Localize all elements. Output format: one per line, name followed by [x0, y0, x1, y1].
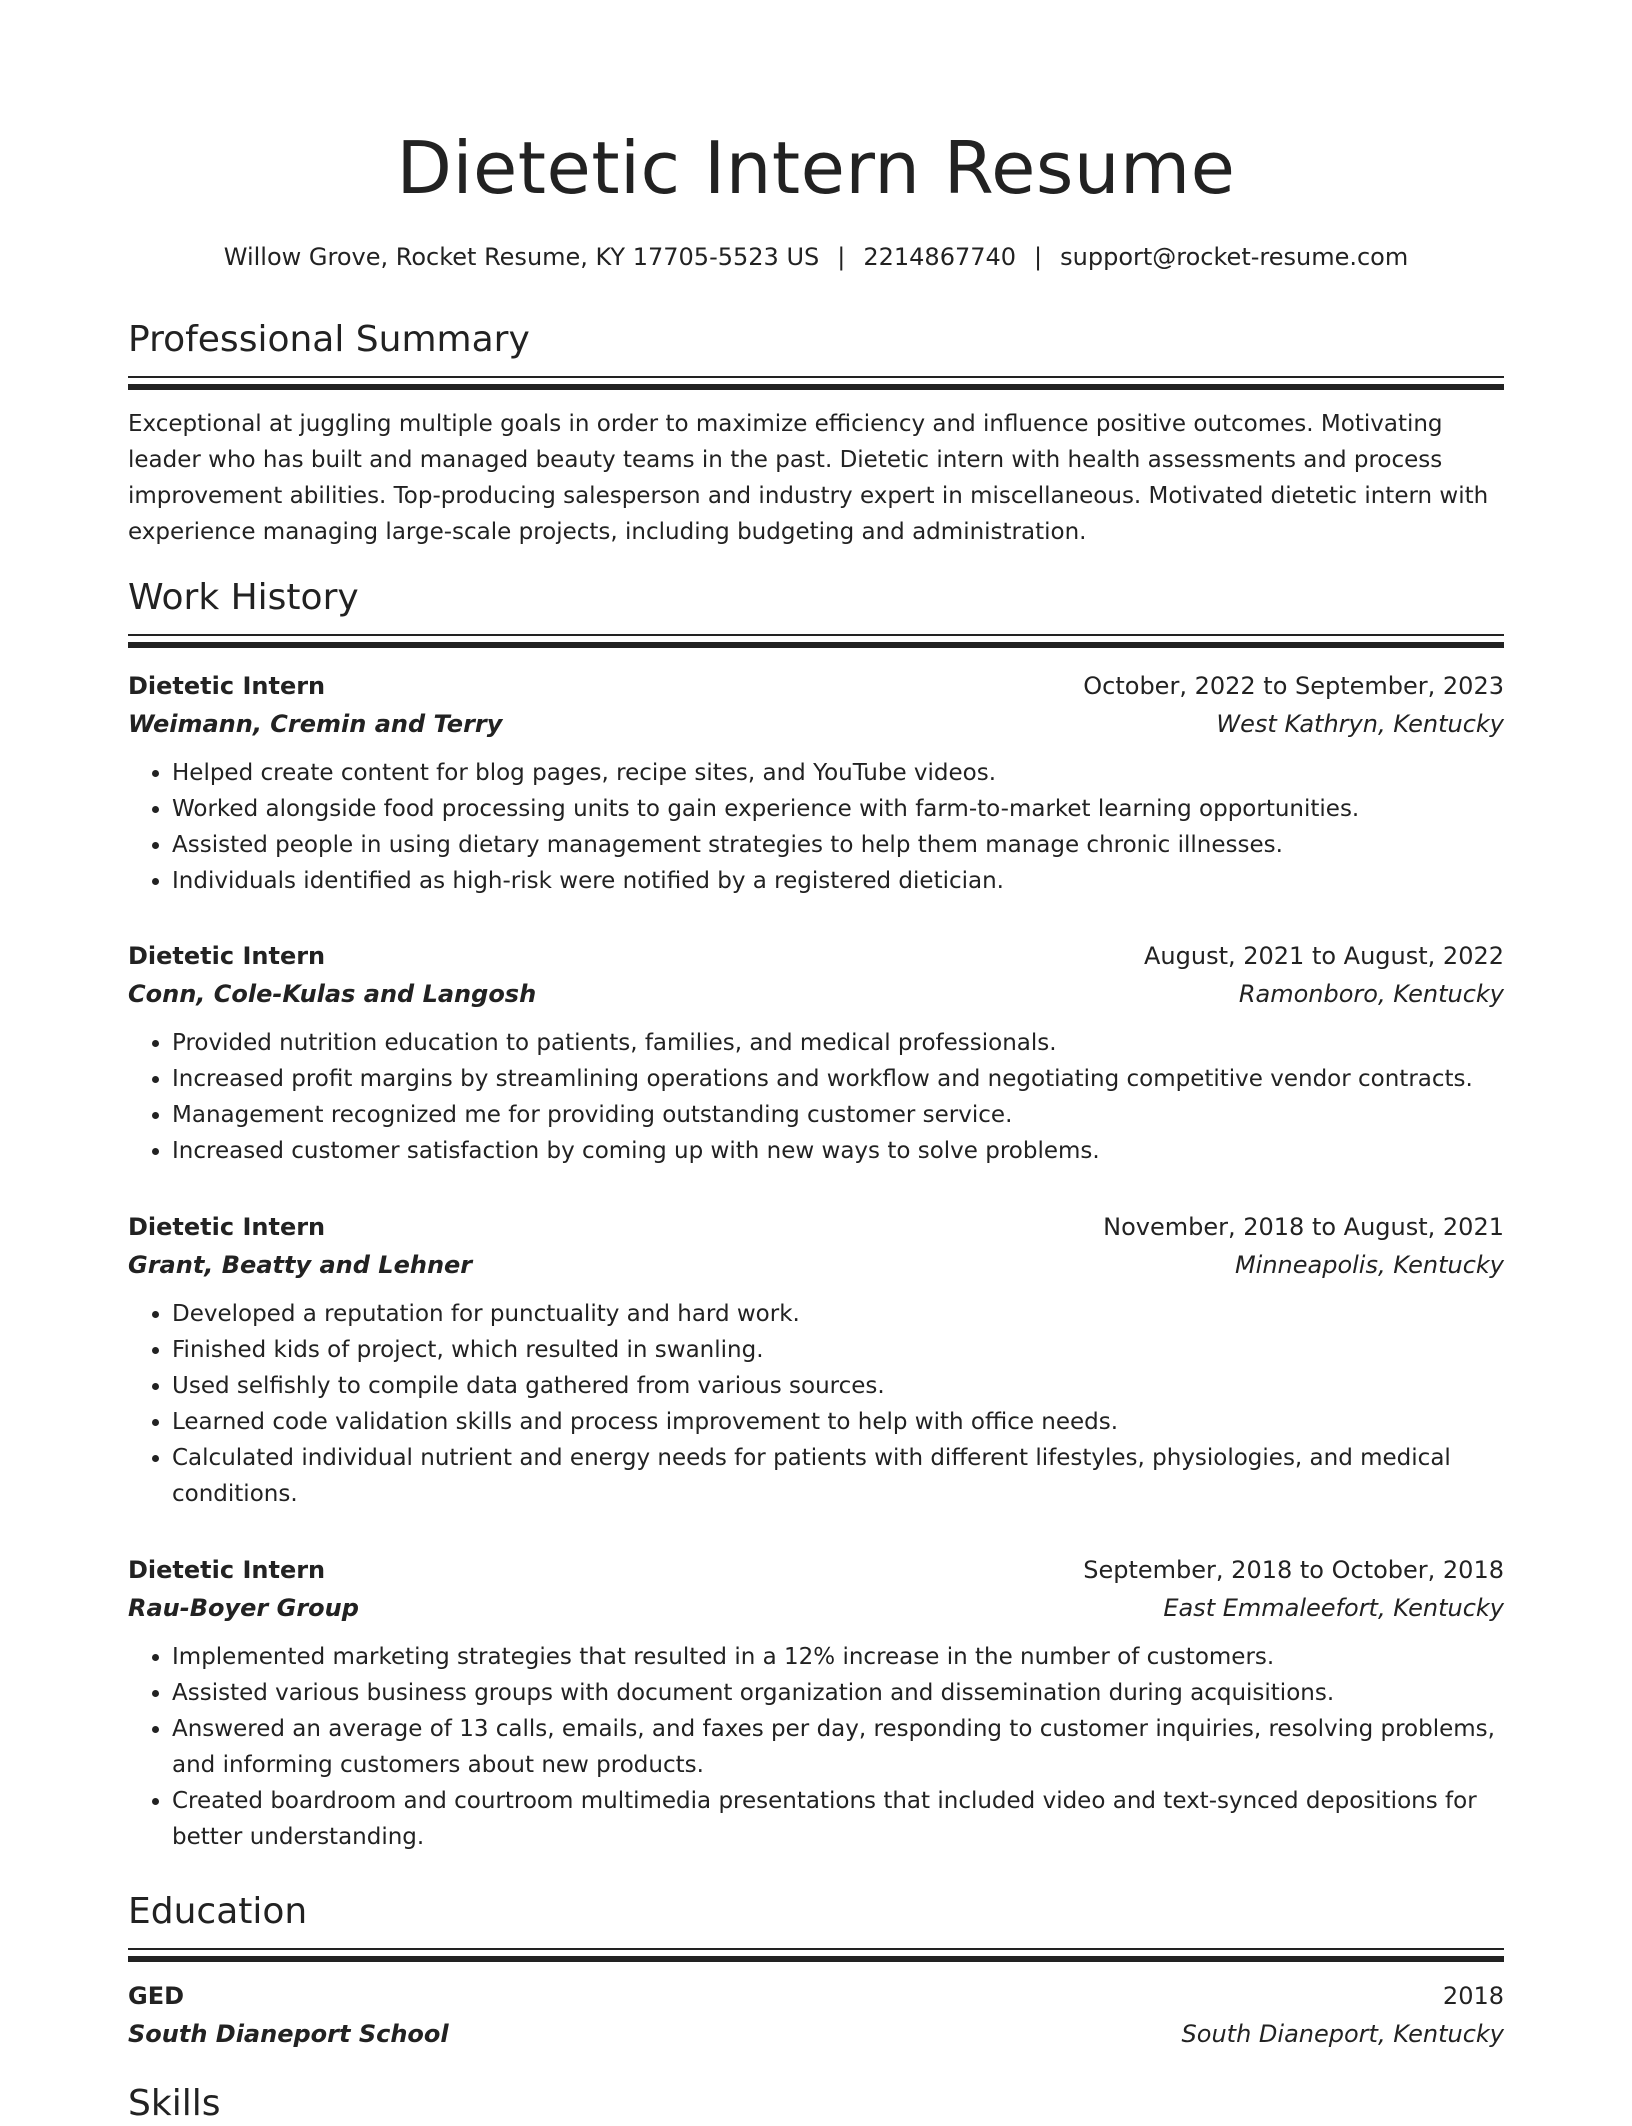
contact-address: Willow Grove, Rocket Resume, KY 17705-5523 US — [223, 243, 820, 271]
list-item: • Answered an average of 13 calls, emails, and faxes per day, responding to customer inquiries, resolving problems, and informing customers about new products. — [172, 1711, 1504, 1783]
list-item: • Helped create content for blog pages, recipe sites, and YouTube videos. — [172, 755, 1504, 791]
job-location: East Emmaleefort, Kentucky — [1163, 1594, 1504, 1622]
list-item: • Developed a reputation for punctuality and hard work. — [172, 1296, 1504, 1332]
list-item: • Assisted various business groups with document organization and dissemination during acquisitions. — [172, 1675, 1504, 1711]
contact-separator: | — [1034, 243, 1043, 271]
job-entry — [128, 667, 1504, 899]
list-item: • Increased customer satisfaction by coming up with new ways to solve problems. — [172, 1133, 1504, 1169]
job-bullets — [128, 1296, 1504, 1512]
work-history-section — [128, 576, 1504, 648]
list-item: • Calculated individual nutrient and energy needs for patients with different lifestyles, physiologies, and medical conditions. — [172, 1440, 1504, 1512]
list-item: • Created boardroom and courtroom multimedia presentations that included video and text-synced depositions for better understanding. — [172, 1783, 1504, 1855]
education-heading: Education — [128, 1891, 308, 1932]
job-dates: September, 2018 to October, 2018 — [1083, 1556, 1504, 1584]
list-item: • Worked alongside food processing units to gain experience with farm-to-market learning opportunities. — [172, 791, 1504, 827]
list-item: • Increased profit margins by streamlining operations and workflow and negotiating competitive vendor contracts. — [172, 1061, 1504, 1097]
education-entry — [128, 1977, 1504, 2053]
job-role: Dietetic Intern — [128, 672, 326, 700]
job-role: Dietetic Intern — [128, 1556, 326, 1584]
job-entry — [128, 1208, 1504, 1512]
list-item: • Implemented marketing strategies that resulted in a 12% increase in the number of customers. — [172, 1639, 1504, 1675]
contact-phone: 2214867740 — [863, 243, 1017, 271]
education-degree: GED — [128, 1982, 185, 2010]
list-item: • Finished kids of project, which resulted in swanling. — [172, 1332, 1504, 1368]
job-company: Weimann, Cremin and Terry — [128, 710, 503, 738]
section-divider — [128, 634, 1504, 648]
list-item: • Individuals identified as high-risk were notified by a registered dietician. — [172, 863, 1504, 899]
list-item: • Provided nutrition education to patients, families, and medical professionals. — [172, 1025, 1504, 1061]
job-role: Dietetic Intern — [128, 1213, 326, 1241]
job-location: Ramonboro, Kentucky — [1238, 980, 1504, 1008]
work-history-heading: Work History — [128, 577, 359, 618]
contact-line — [128, 237, 1504, 277]
summary-section — [128, 318, 1504, 550]
job-role: Dietetic Intern — [128, 942, 326, 970]
education-year: 2018 — [1442, 1982, 1504, 2010]
list-item: • Learned code validation skills and process improvement to help with office needs. — [172, 1404, 1504, 1440]
job-location: West Kathryn, Kentucky — [1216, 710, 1504, 738]
education-location: South Dianeport, Kentucky — [1181, 2020, 1504, 2048]
section-divider — [128, 376, 1504, 390]
education-school: South Dianeport School — [128, 2020, 449, 2048]
job-company: Conn, Cole-Kulas and Langosh — [128, 980, 537, 1008]
summary-text: Exceptional at juggling multiple goals in order to maximize efficiency and influence positive outcomes. Motivating leader who has built and managed beauty teams in the past. Dietetic intern with health assessments and process improvement abilities. Top-producing salesperson and industry expert in miscellaneous. Motivated dietetic intern with experience managing large-scale projects, including budgeting and administration. — [128, 411, 1489, 545]
job-entry — [128, 1551, 1504, 1855]
job-location: Minneapolis, Kentucky — [1234, 1251, 1504, 1279]
section-divider — [128, 1948, 1504, 1962]
job-bullets — [128, 1025, 1504, 1169]
job-bullets — [128, 755, 1504, 899]
job-company: Grant, Beatty and Lehner — [128, 1251, 473, 1279]
list-item: • Used selfishly to compile data gathered from various sources. — [172, 1368, 1504, 1404]
page-title: Dietetic Intern Resume — [396, 126, 1236, 210]
list-item: • Management recognized me for providing outstanding customer service. — [172, 1097, 1504, 1133]
job-dates: August, 2021 to August, 2022 — [1144, 942, 1504, 970]
job-company: Rau-Boyer Group — [128, 1594, 359, 1622]
contact-separator: | — [837, 243, 846, 271]
list-item: • Assisted people in using dietary management strategies to help them manage chronic illnesses. — [172, 827, 1504, 863]
skills-heading: Skills — [128, 2083, 221, 2124]
skills-section — [128, 2082, 1504, 2126]
job-dates: November, 2018 to August, 2021 — [1103, 1213, 1504, 1241]
summary-heading: Professional Summary — [128, 319, 530, 360]
job-bullets — [128, 1639, 1504, 1855]
job-entry — [128, 937, 1504, 1169]
contact-email: support@rocket-resume.com — [1060, 243, 1409, 271]
education-section — [128, 1890, 1504, 1962]
job-dates: October, 2022 to September, 2023 — [1083, 672, 1504, 700]
